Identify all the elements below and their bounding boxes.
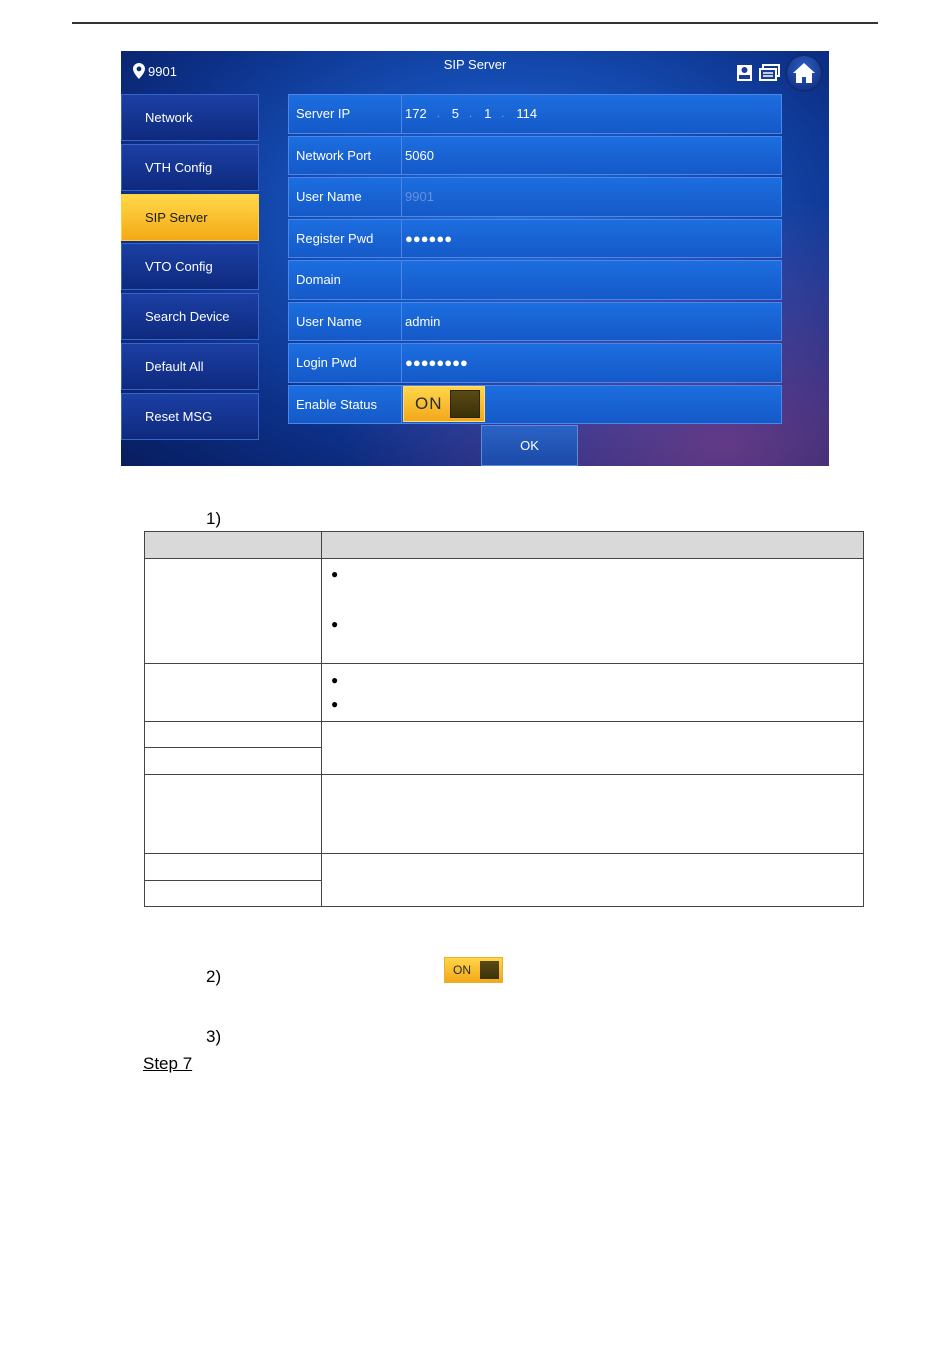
login-pwd-row — [288, 343, 782, 383]
ok-button[interactable]: OK — [481, 425, 578, 466]
domain-row — [288, 260, 782, 300]
table-cell — [322, 775, 864, 854]
network-port-row — [288, 136, 782, 176]
message-icon[interactable] — [759, 64, 781, 82]
domain-label: Domain — [289, 261, 402, 299]
ip-octet-4[interactable]: 114 — [516, 106, 538, 122]
sidebar-item-sip-server[interactable]: SIP Server — [121, 194, 259, 241]
ip-octet-3[interactable]: 1 — [484, 106, 492, 122]
sd-card-icon[interactable] — [736, 64, 753, 82]
home-icon — [792, 62, 816, 84]
inline-toggle-label: ON — [453, 963, 471, 977]
register-pwd-input[interactable]: ●●●●●● — [405, 230, 453, 246]
bullet-icon: ● — [331, 567, 339, 581]
server-ip-label: Server IP — [289, 95, 402, 133]
parameter-table — [144, 531, 864, 907]
step-7-link[interactable]: Step 7 — [143, 1054, 193, 1073]
settings-sidebar — [121, 94, 259, 443]
page-header-rule — [72, 22, 878, 24]
table-cell — [145, 881, 322, 907]
table-cell — [322, 722, 864, 775]
ip-octet-1[interactable]: 172 — [405, 106, 427, 122]
network-port-input[interactable]: 5060 — [405, 147, 434, 163]
toggle-state-label: ON — [415, 394, 443, 414]
table-cell — [145, 775, 322, 854]
table-cell — [322, 664, 864, 722]
sidebar-item-reset-msg[interactable]: Reset MSG — [121, 393, 259, 440]
device-screen — [121, 51, 829, 466]
server-ip-input[interactable]: 172 . 5 . 1 . 114 — [405, 106, 538, 122]
home-button[interactable] — [787, 56, 821, 90]
sidebar-item-search-device[interactable]: Search Device — [121, 293, 259, 340]
sip-user-name-label: User Name — [289, 178, 402, 216]
bullet-icon: ● — [331, 673, 339, 687]
inline-on-toggle-icon — [444, 957, 503, 983]
table-cell — [145, 854, 322, 881]
register-pwd-label: Register Pwd — [289, 220, 402, 258]
enable-status-toggle[interactable] — [403, 386, 485, 422]
login-user-name-input[interactable]: admin — [405, 313, 441, 329]
table-cell — [322, 854, 864, 907]
table-header-cell — [145, 532, 322, 559]
inline-toggle-knob — [480, 961, 499, 979]
bullet-icon: ● — [331, 617, 339, 631]
login-pwd-input[interactable]: ●●●●●●●● — [405, 355, 468, 371]
sidebar-item-vth-config[interactable]: VTH Config — [121, 144, 259, 191]
sidebar-item-default-all[interactable]: Default All — [121, 343, 259, 390]
toggle-knob — [450, 390, 480, 418]
table-cell — [145, 559, 322, 664]
table-cell — [145, 722, 322, 748]
server-ip-row — [288, 94, 782, 134]
register-pwd-row — [288, 219, 782, 259]
table-cell — [145, 664, 322, 722]
network-port-label: Network Port — [289, 137, 402, 175]
table-cell — [322, 559, 864, 664]
domain-input[interactable] — [402, 261, 781, 299]
table-cell — [145, 748, 322, 775]
step-number-3: 3) — [206, 1027, 222, 1046]
login-pwd-label: Login Pwd — [289, 344, 402, 382]
enable-status-label: Enable Status — [289, 386, 402, 424]
screen-title: SIP Server — [443, 57, 507, 72]
ip-octet-2[interactable]: 5 — [451, 106, 459, 122]
bullet-icon: ● — [331, 697, 339, 711]
sip-user-name-row — [288, 177, 782, 217]
sidebar-item-vto-config[interactable]: VTO Config — [121, 243, 259, 290]
room-number: 9901 — [148, 63, 177, 79]
login-user-name-label: User Name — [289, 303, 402, 341]
step-number-2: 2) — [206, 967, 222, 986]
enable-status-row — [288, 385, 782, 425]
table-header-cell — [322, 532, 864, 559]
status-bar — [121, 51, 829, 93]
step-number-1: 1) — [206, 509, 222, 528]
sidebar-item-network[interactable]: Network — [121, 94, 259, 141]
login-user-name-row — [288, 302, 782, 342]
sip-user-name-input: 9901 — [405, 189, 434, 205]
sip-server-form — [288, 94, 782, 426]
